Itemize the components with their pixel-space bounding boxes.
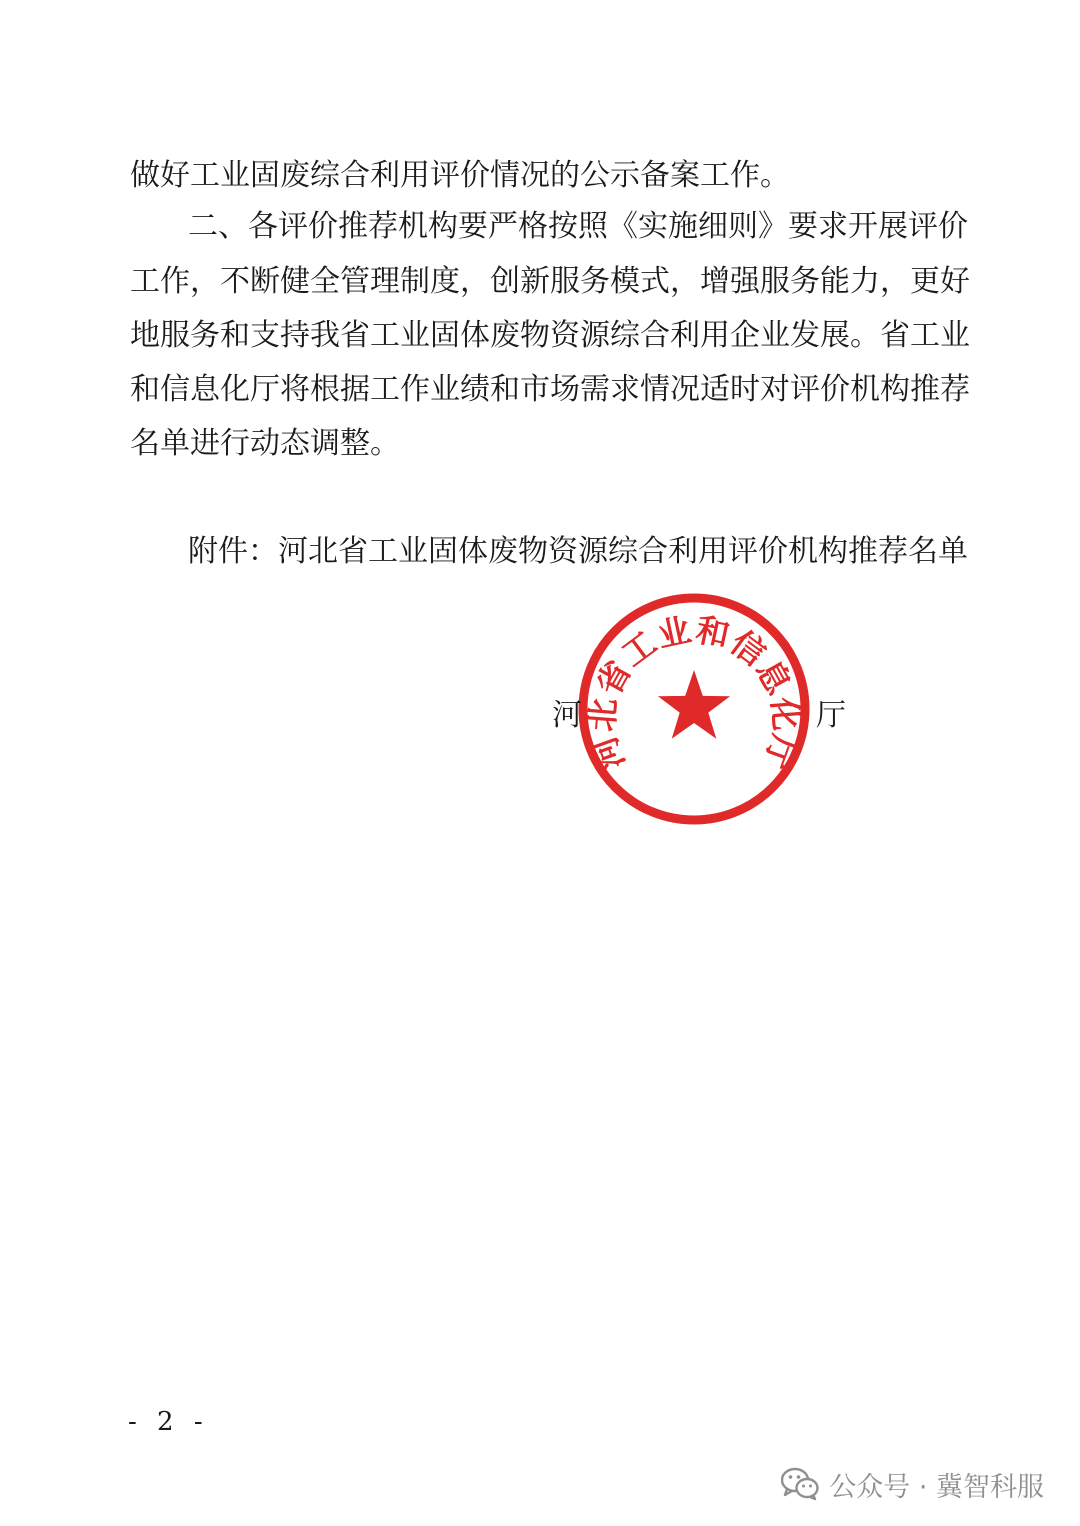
paragraph-2-line-5: 名单进行动态调整。	[130, 426, 400, 461]
signature-left-char: 河	[552, 698, 582, 733]
paragraph-2-line-2: 工作，不断健全管理制度，创新服务模式，增强服务能力，更好	[130, 264, 970, 299]
paragraph-2-line-4: 和信息化厅将根据工作业绩和市场需求情况适时对评价机构推荐	[130, 372, 970, 407]
signature-right-char: 厅	[816, 698, 846, 733]
official-seal	[576, 591, 812, 827]
paragraph-1-tail: 做好工业固废综合利用评价情况的公示备案工作。	[130, 158, 790, 193]
watermark-text: 公众号 · 冀智科服	[829, 1471, 1044, 1503]
paragraph-2-line-1: 二、各评价推荐机构要严格按照《实施细则》要求开展评价	[188, 209, 968, 244]
watermark	[781, 1459, 1044, 1509]
paragraph-2-line-3: 地服务和支持我省工业固体废物资源综合利用企业发展。省工业	[130, 318, 970, 353]
attachment-line: 附件：河北省工业固体废物资源综合利用评价机构推荐名单	[188, 534, 968, 569]
page-number: - 2 -	[128, 1407, 209, 1437]
svg-text:河北省工业和信息化厅: 河北省工业和信息化厅	[581, 609, 807, 776]
wechat-icon	[781, 1467, 819, 1501]
